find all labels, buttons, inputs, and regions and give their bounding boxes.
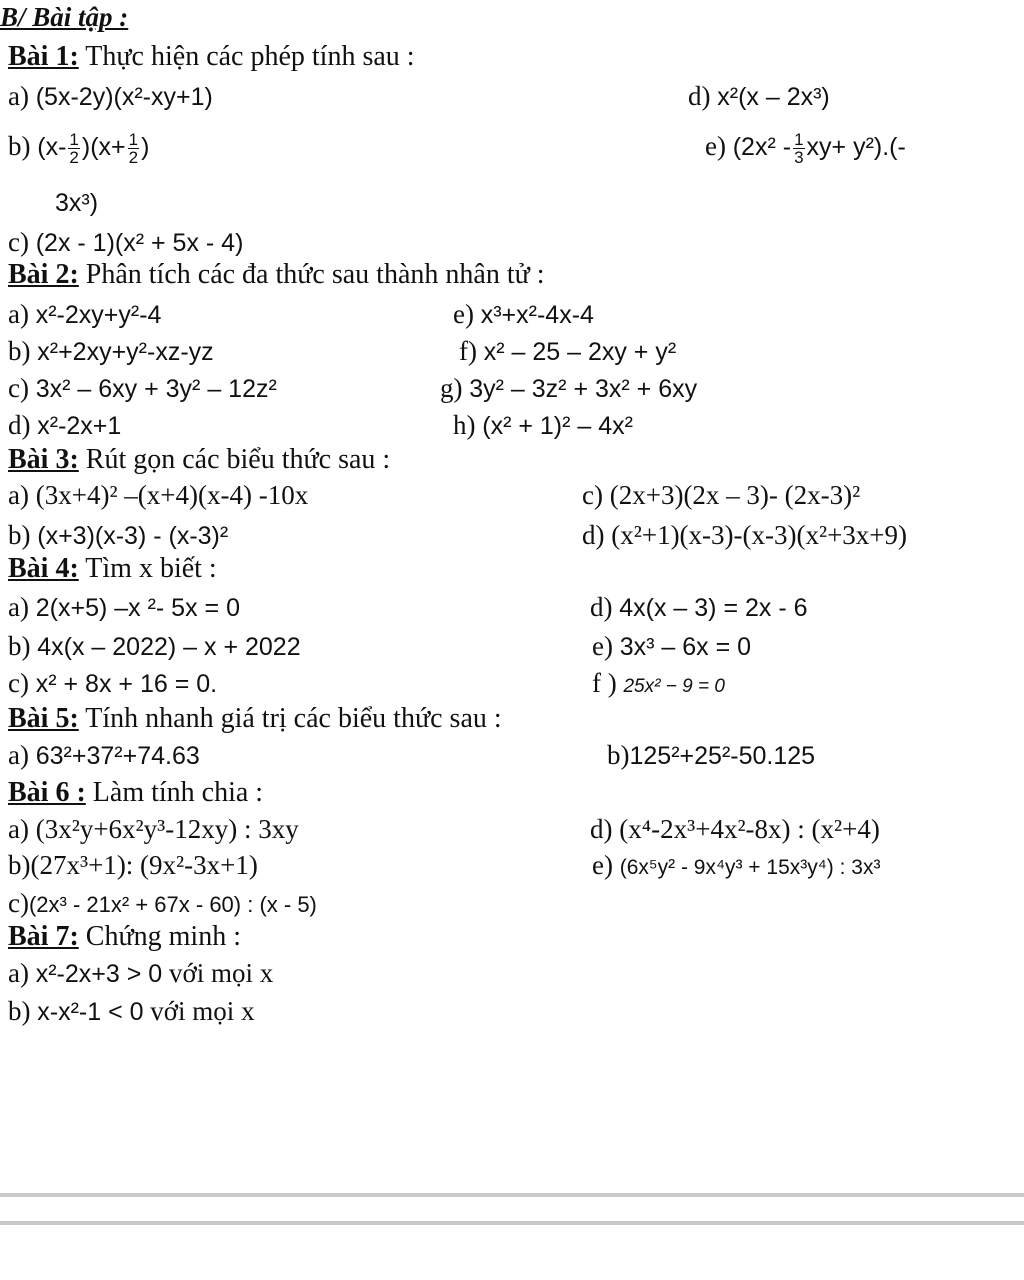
ex4-item-f: f ) 25x² − 9 = 0 xyxy=(592,668,725,698)
ex3-item-a: a) (3x+4)² –(x+4)(x-4) -10x xyxy=(8,480,309,510)
exercise-4-label: Bài 4: xyxy=(8,553,79,584)
horizontal-divider xyxy=(0,1221,1024,1225)
ex5-item-b: b)125²+25²-50.125 xyxy=(607,740,816,770)
exercise-5-instruction: Tính nhanh giá trị các biểu thức sau : xyxy=(78,703,502,734)
fraction-one-half: $\frac{1}{2}$ xyxy=(128,129,139,167)
ex2-item-d: d) x²-2x+1 xyxy=(8,410,122,440)
ex4-item-d: d) 4x(x – 3) = 2x - 6 xyxy=(590,592,808,622)
horizontal-divider xyxy=(0,1193,1024,1197)
ex7-item-b: b) x-x²-1 < 0 với mọi x xyxy=(8,996,255,1026)
ex1-c-expression: (2x - 1)(x² + 5x - 4) xyxy=(35,229,244,257)
ex4-item-e: e) 3x³ – 6x = 0 xyxy=(592,631,752,661)
exercise-7-label: Bài 7: xyxy=(8,921,79,952)
ex2-item-c: c) 3x² – 6xy + 3y² – 12z² xyxy=(8,373,277,403)
ex6-item-b: b)(27x³+1): (9x²-3x+1) xyxy=(8,850,258,880)
ex2-item-f: f) x² – 25 – 2xy + y² xyxy=(459,336,677,366)
exercise-5-label: Bài 5: xyxy=(8,703,79,734)
exercise-1-heading xyxy=(8,40,415,74)
exercise-7-heading xyxy=(8,920,241,954)
ex5-item-a: a) 63²+37²+74.63 xyxy=(8,740,200,770)
fraction-one-half: $\frac{1}{2}$ xyxy=(69,129,79,167)
exercise-4-instruction: Tìm x biết : xyxy=(78,553,217,584)
exercise-6-label: Bài 6 : xyxy=(8,777,86,808)
ex4-item-a: a) 2(x+5) –x ²- 5x = 0 xyxy=(8,592,240,622)
exercise-6-instruction: Làm tính chia : xyxy=(85,777,264,808)
ex4-item-b: b) 4x(x – 2022) – x + 2022 xyxy=(8,631,301,661)
ex3-item-c: c) (2x+3)(2x – 3)- (2x-3)² xyxy=(582,480,861,510)
ex3-item-d: d) (x²+1)(x-3)-(x-3)(x²+3x+9) xyxy=(582,520,908,550)
ex2-item-a: a) x²-2xy+y²-4 xyxy=(8,299,162,329)
page-title: B/ Bài tập : xyxy=(0,2,129,32)
exercise-2-heading xyxy=(8,258,545,292)
ex6-item-e: e) (6x⁵y² - 9x⁴y³ + 15x³y⁴) : 3x³ xyxy=(592,850,881,880)
exercise-6-heading xyxy=(8,776,263,810)
ex1-item-d: d) x²(x – 2x³) xyxy=(688,81,830,111)
exercise-1-instruction: Thực hiện các phép tính sau : xyxy=(78,41,415,72)
ex3-item-b: b) (x+3)(x-3) - (x-3)² xyxy=(8,520,229,550)
ex2-item-b: b) x²+2xy+y²-xz-yz xyxy=(8,336,214,366)
exercise-3-label: Bài 3: xyxy=(8,444,79,475)
ex6-item-c: c)(2x³ - 21x² + 67x - 60) : (x - 5) xyxy=(8,888,317,918)
exercise-2-label: Bài 2: xyxy=(8,259,79,290)
ex1-item-e: e) (2x² - $\frac{1}{3}$ xy+ y²).(- xyxy=(705,129,906,167)
exercise-4-heading xyxy=(8,552,217,586)
ex4-item-c: c) x² + 8x + 16 = 0. xyxy=(8,668,218,698)
ex1-b-expression: (x- $\frac{1}{2}$ )(x+ $\frac{1}{2}$ ) xyxy=(37,129,150,167)
ex1-a-expression: (5x-2y)(x²-xy+1) xyxy=(35,83,213,111)
exercise-3-heading xyxy=(8,443,390,477)
ex1-d-expression: x²(x – 2x³) xyxy=(717,83,830,111)
exercise-5-heading xyxy=(8,702,502,736)
ex2-item-g: g) 3y² – 3z² + 3x² + 6xy xyxy=(440,373,698,403)
ex1-item-e-continued: 3x³) xyxy=(55,189,99,217)
ex1-e-expression: (2x² - $\frac{1}{3}$ xy+ y²).(- xyxy=(732,129,906,167)
ex6-item-d: d) (x⁴-2x³+4x²-8x) : (x²+4) xyxy=(590,814,880,844)
fraction-one-third: $\frac{1}{3}$ xyxy=(794,129,804,167)
ex6-item-a: a) (3x²y+6x²y³-12xy) : 3xy xyxy=(8,814,299,844)
ex2-item-h: h) (x² + 1)² – 4x² xyxy=(453,410,633,440)
ex7-item-a: a) x²-2x+3 > 0 với mọi x xyxy=(8,958,274,988)
ex1-item-b: b) (x- $\frac{1}{2}$ )(x+ $\frac{1}{2}$ ) xyxy=(8,129,150,167)
ex2-item-e: e) x³+x²-4x-4 xyxy=(453,299,594,329)
exercise-7-instruction: Chứng minh : xyxy=(78,921,241,952)
exercise-2-instruction: Phân tích các đa thức sau thành nhân tử : xyxy=(78,259,545,290)
ex1-item-a: a) (5x-2y)(x²-xy+1) xyxy=(8,81,213,111)
exercise-3-instruction: Rút gọn các biểu thức sau : xyxy=(78,444,391,475)
exercise-1-label: Bài 1: xyxy=(8,41,79,72)
ex1-item-c: c) (2x - 1)(x² + 5x - 4) xyxy=(8,227,244,257)
